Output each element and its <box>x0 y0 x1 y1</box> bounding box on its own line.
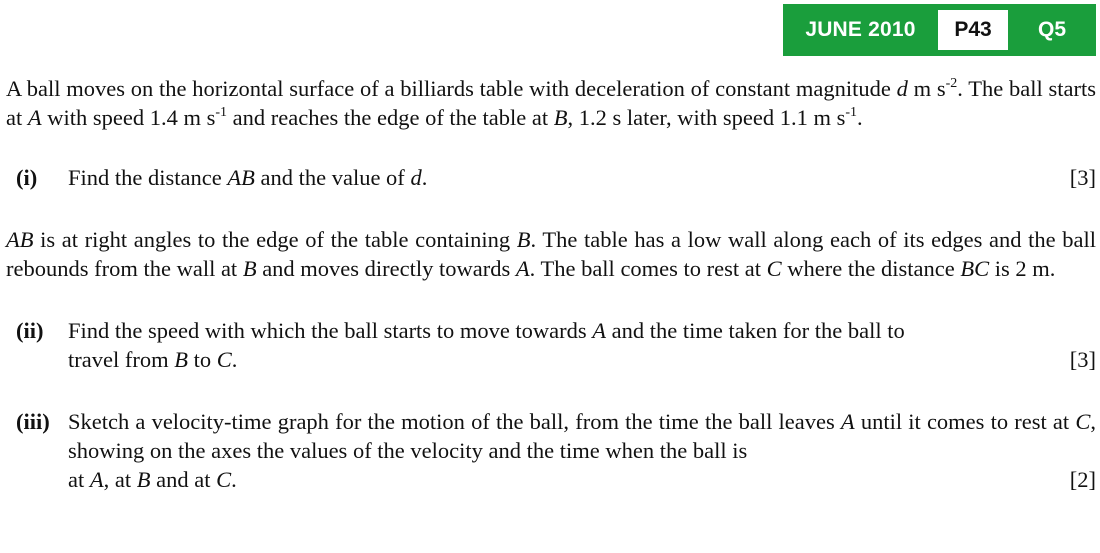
intro-paragraph: A ball moves on the horizontal surface of a billiards table with deceleration of constant magnitude d m $s^{-2}$. The ball starts at A with speed 1.4 m $s^{-1}$ and reaches the edge of the table at B, 1.2 s later, with speed 1.1 m $s^{-1}$. <box>6 76 1096 130</box>
part-i-number: (i) <box>16 165 38 190</box>
context-paragraph: AB is at right angles to the edge of the table containing B. The table has a low wall along each of its edges and the ball rebounds from the wall at B and moves directly towards A. The ball comes to rest at C where the distance BC is 2 m. <box>6 227 1096 281</box>
question-body <box>6 74 1096 494</box>
part-i-text: Find the distance AB and the value of d. <box>68 165 428 190</box>
part-iii-line-last: at A, at B and at C. [2] <box>68 467 1096 492</box>
part-iii-marks: [2] <box>1069 467 1096 492</box>
part-i-line <box>68 163 1096 192</box>
part-ii-line-2: travel from B to C. [3] <box>68 347 1096 372</box>
paper-code-label: P43 <box>938 10 1008 50</box>
part-ii <box>6 316 1096 374</box>
exam-session-label: JUNE 2010 <box>805 18 916 41</box>
exam-reference-badge <box>783 4 1096 56</box>
question-number-label: Q5 <box>1037 18 1066 41</box>
part-i <box>6 163 1096 192</box>
part-iii-text: Sketch a velocity-time graph for the motion of the ball, from the time the ball leaves A until it comes to rest at C, showing on the axes the values of the velocity and the time when the ball is <box>68 409 1096 463</box>
part-ii-marks: [3] <box>1069 347 1096 372</box>
part-iii-number: (iii) <box>16 409 50 434</box>
part-i-marks: [3] <box>1069 165 1096 190</box>
part-ii-line-1: Find the speed with which the ball starts to move towards A and the time taken for the ball to <box>68 318 905 343</box>
part-iii <box>6 407 1096 494</box>
part-ii-number: (ii) <box>16 318 44 343</box>
